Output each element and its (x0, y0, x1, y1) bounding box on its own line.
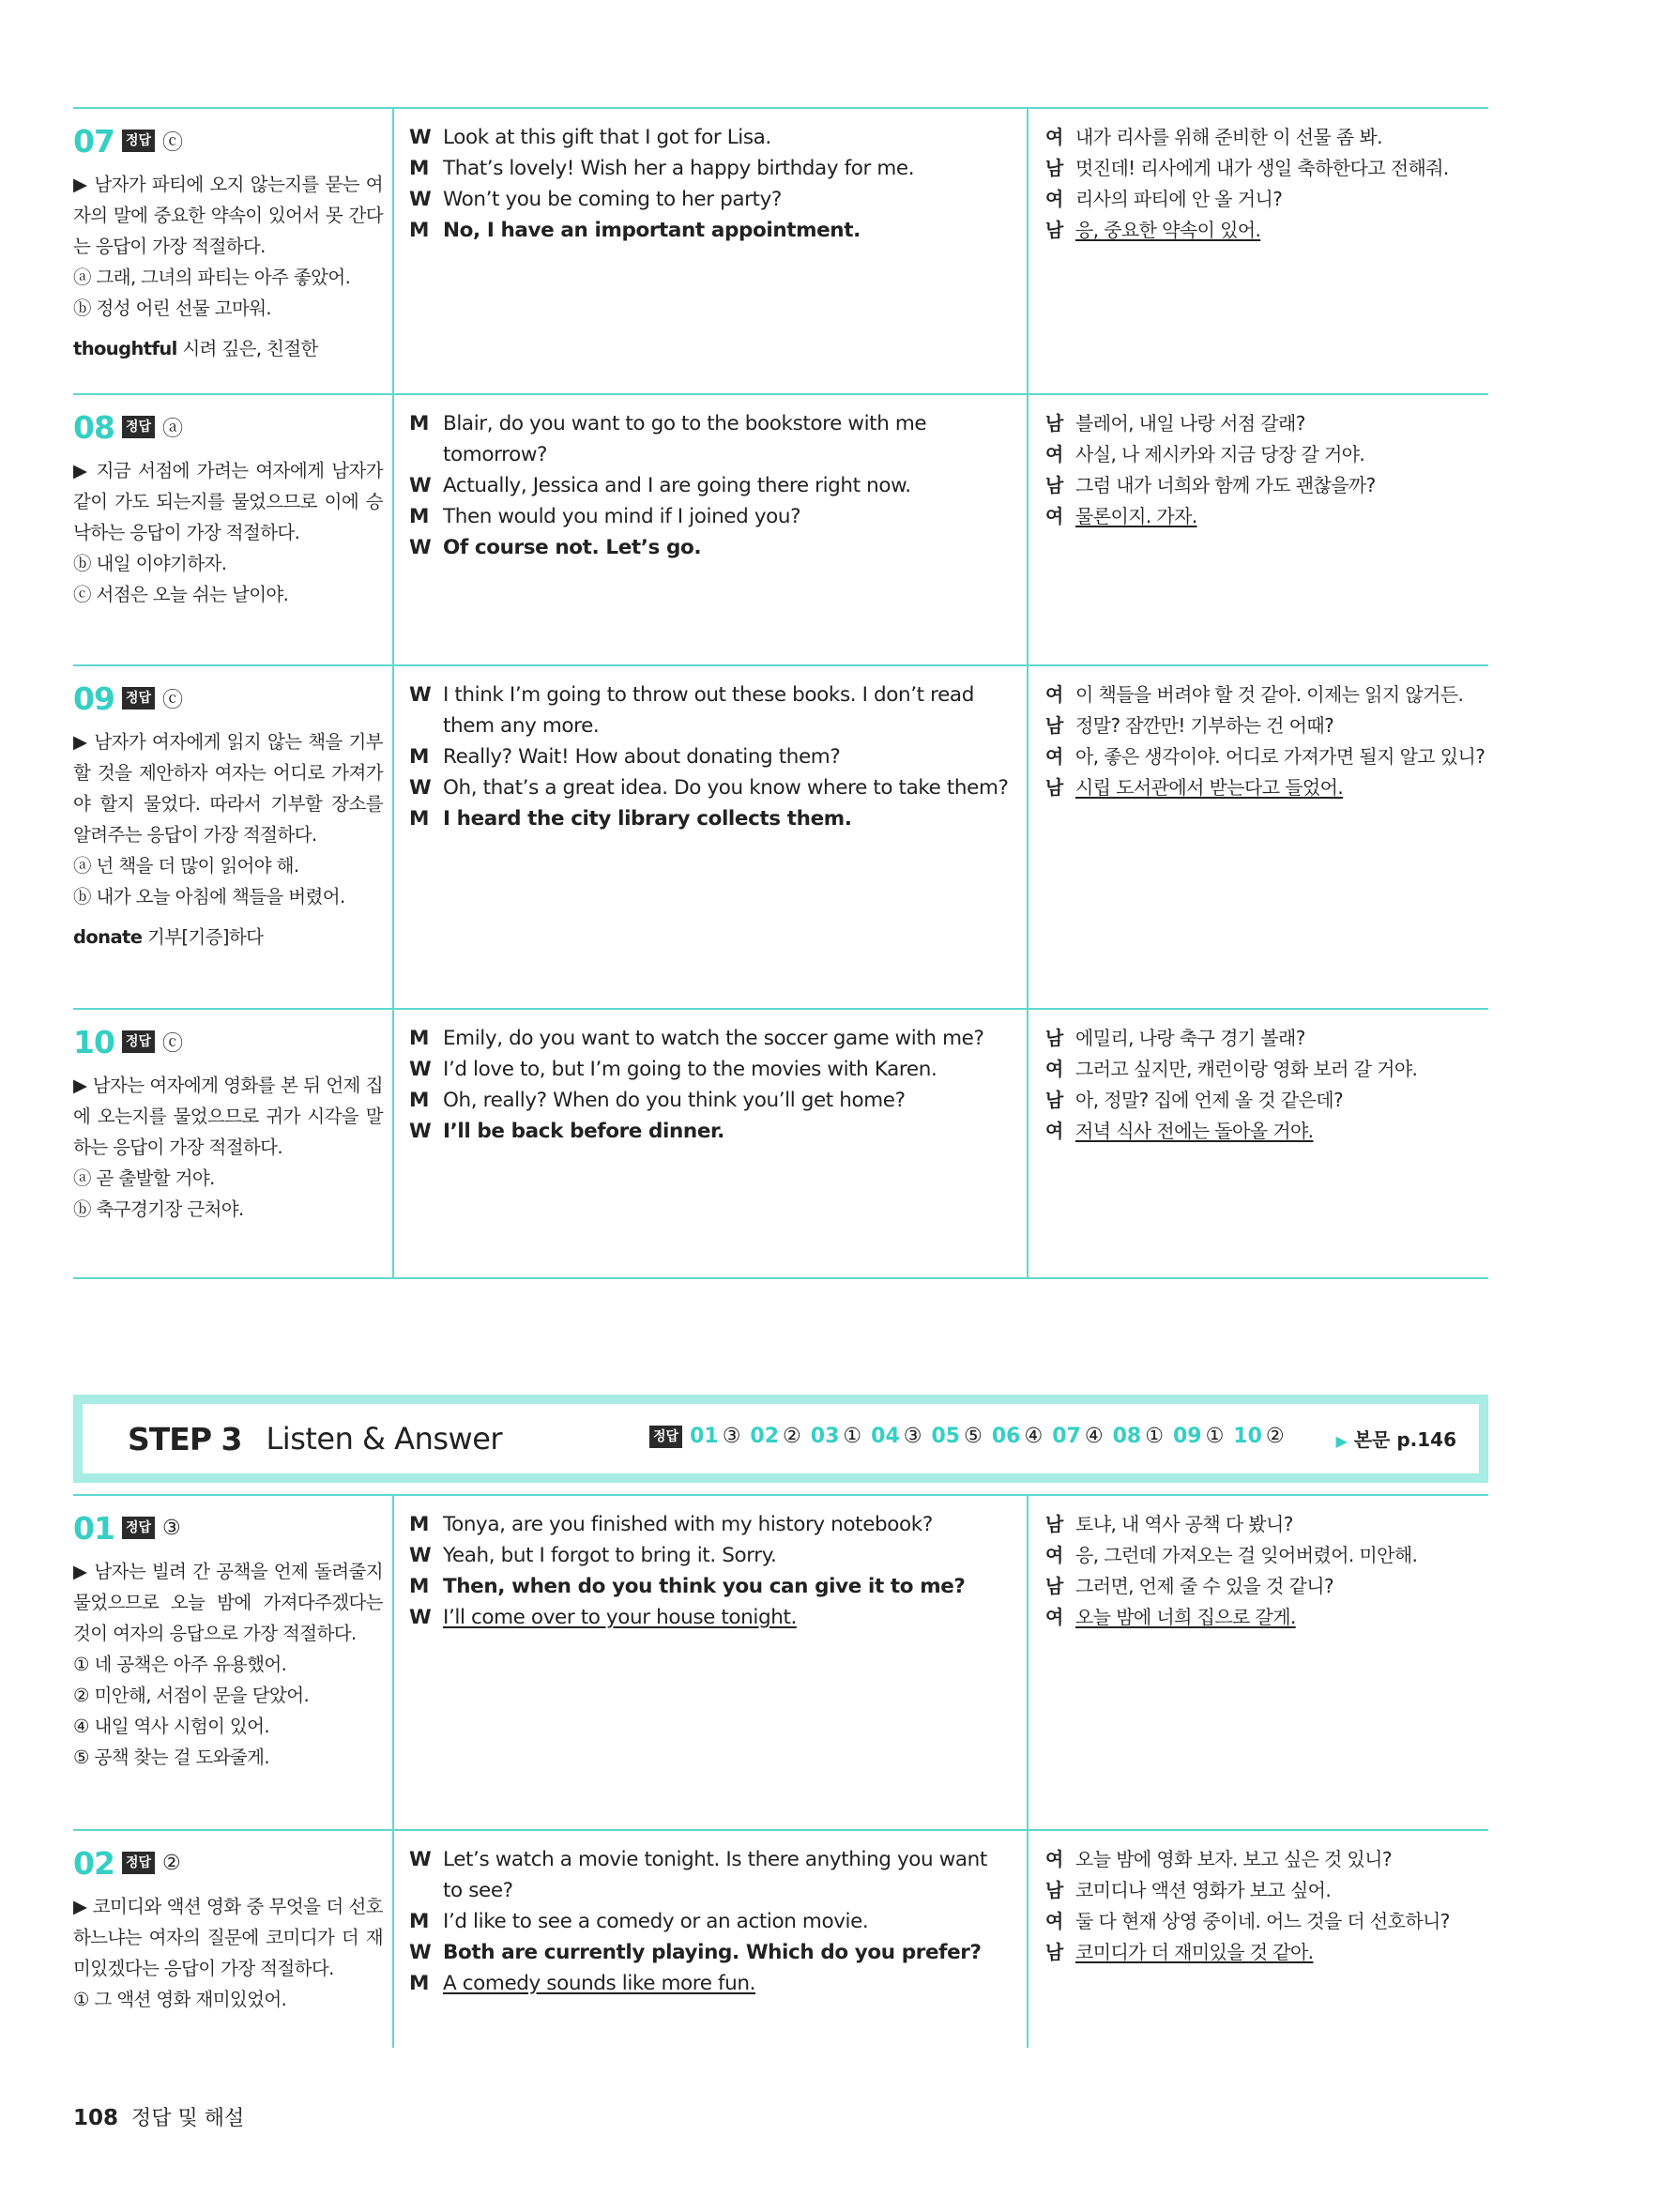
line-text: 그러면, 언제 줄 수 있을 것 같니? (1075, 1575, 1333, 1597)
key-value: ④ (1024, 1425, 1044, 1448)
line-text: Blair, do you want to go to the bookstore with me tomorrow? (443, 412, 927, 466)
line-text: 응, 그런데 가져오는 걸 잊어버렸어. 미안해. (1075, 1544, 1418, 1566)
dialogue-line (409, 1116, 1010, 1147)
explanation-text: ▶ 남자는 여자에게 영화를 본 뒤 언제 집에 오는지를 물었으므로 귀가 시각을 말하는 응답이 가장 적절하다. (73, 1075, 383, 1158)
vocab-word: donate (73, 926, 143, 948)
answer-badge: 정답 (122, 130, 155, 152)
key-value: ② (1265, 1425, 1285, 1448)
speaker: 남 (1045, 412, 1063, 435)
translation-line (1045, 772, 1486, 803)
explanation-column (73, 1496, 383, 1773)
question-number: 08 (73, 408, 114, 446)
dialogue-line (409, 1602, 1010, 1633)
line-text: Both are currently playing. Which do you prefer? (443, 1941, 982, 1964)
dialogue-line (409, 153, 1010, 184)
key-value: ⑤ (964, 1425, 983, 1448)
speaker: 여 (1045, 443, 1063, 465)
key-number: 04 (871, 1425, 900, 1448)
key-value: ① (843, 1425, 862, 1448)
ref-label: 본문 (1353, 1428, 1391, 1451)
key-number: 06 (991, 1425, 1021, 1448)
key-value: ② (783, 1425, 801, 1448)
explanation-column (73, 1831, 383, 2015)
option-text: ④ 내일 역사 시험이 있어. (73, 1716, 270, 1737)
line-text: 블레어, 내일 나랑 서점 갈래? (1075, 412, 1305, 435)
question-block (73, 395, 1488, 663)
dialogue-line (409, 1509, 1010, 1540)
question-number: 07 (73, 122, 114, 160)
dialogue-line (409, 1906, 1010, 1937)
speaker: M (409, 1910, 429, 1933)
option-text: ⓒ 서점은 오늘 쉬는 날이야. (73, 584, 289, 605)
triangle-icon: ▶ (1335, 1432, 1348, 1450)
line-text: Tonya, are you finished with my history notebook? (443, 1513, 933, 1536)
speaker: M (409, 219, 429, 242)
explanation-text: ▶ 지금 서점에 가려는 여자에게 남자가 같이 가도 되는지를 물었으므로 이에 승낙하는 응답이 가장 적절하다. (73, 460, 383, 543)
line-text: 그럼 내가 너희와 함께 가도 괜찮을까? (1075, 474, 1376, 496)
dialogue-line (409, 803, 1010, 834)
step3-banner (73, 1395, 1488, 1483)
speaker: W (409, 1606, 432, 1629)
speaker: 여 (1045, 683, 1063, 706)
dialogue-line (409, 1085, 1010, 1116)
explanation-text: ▶ 남자는 빌려 간 공책을 언제 돌려줄지 물었으므로 오늘 밤에 가져다주겠다는 것이 여자의 응답으로 가장 적절하다. (73, 1561, 383, 1644)
dialogue-line (409, 679, 1010, 741)
explanation-column (73, 395, 383, 610)
line-text: Really? Wait! How about donating them? (443, 745, 841, 769)
option-text: ⑤ 공책 찾는 걸 도와줄게. (73, 1747, 270, 1768)
key-number: 08 (1112, 1425, 1142, 1448)
line-text: I think I’m going to throw out these books. I don’t read them any more. (443, 683, 974, 738)
translation-line (1045, 215, 1486, 246)
translation-line (1045, 153, 1486, 184)
translation-column (1045, 1844, 1486, 1968)
ref-page: p.146 (1396, 1428, 1456, 1451)
dialogue-column (409, 408, 1010, 563)
dialogue-line (409, 1844, 1010, 1906)
speaker: 여 (1045, 1910, 1063, 1932)
question-block (73, 109, 1488, 390)
dialogue-line (409, 184, 1010, 215)
answer-line-text: I’ll come over to your house tonight. (443, 1606, 797, 1629)
speaker: M (409, 1513, 429, 1536)
option-text: ① 그 액션 영화 재미있었어. (73, 1989, 287, 2010)
translation-line (1045, 1054, 1486, 1085)
speaker: W (409, 126, 432, 149)
key-number: 01 (690, 1425, 719, 1448)
line-text: 둘 다 현재 상영 중이네. 어느 것을 더 선호하니? (1075, 1910, 1450, 1932)
option-text: ⓑ 정성 어린 선물 고마워. (73, 297, 272, 319)
page-footer (73, 2102, 244, 2131)
line-text: Look at this gift that I got for Lisa. (443, 126, 771, 149)
translation-line (1045, 408, 1486, 439)
speaker: 여 (1045, 1058, 1063, 1080)
dialogue-column (409, 1023, 1010, 1147)
answer-line-text: 물론이지. 가자. (1075, 505, 1197, 527)
answer-line-text: A comedy sounds like more fun. (443, 1972, 756, 1995)
speaker: W (409, 1058, 432, 1081)
dialogue-column (409, 1509, 1010, 1633)
line-text: 사실, 나 제시카와 지금 당장 갈 거야. (1075, 443, 1365, 465)
key-number: 07 (1052, 1425, 1081, 1448)
translation-line (1045, 501, 1486, 532)
translation-line (1045, 710, 1486, 741)
explanation-text: ▶ 남자가 여자에게 읽지 않는 책을 기부할 것을 제안하자 여자는 어디로 가져가야 할지 물었다. 따라서 기부할 장소를 알려주는 응답이 가장 적절하다. (73, 731, 383, 846)
line-text: 내가 리사를 위해 준비한 이 선물 좀 봐. (1075, 126, 1382, 148)
line-text: Oh, that’s a great idea. Do you know where to take them? (443, 776, 1009, 800)
key-number: 09 (1172, 1425, 1202, 1448)
vocab-meaning: 기부[기증]하다 (146, 926, 264, 948)
key-value: ① (1205, 1425, 1225, 1448)
explanation-text: ▶ 코미디와 액션 영화 중 무엇을 더 선호하느냐는 여자의 질문에 코미디가 더 재미있겠다는 응답이 가장 적절하다. (73, 1896, 383, 1979)
step-title: Listen & Answer (266, 1421, 503, 1457)
dialogue-line (409, 1540, 1010, 1571)
translation-line (1045, 184, 1486, 215)
speaker: M (409, 412, 429, 435)
key-number: 02 (750, 1425, 780, 1448)
dialogue-line (409, 772, 1010, 803)
speaker: 남 (1045, 714, 1063, 737)
explanation-column (73, 109, 383, 364)
option-text: ⓐ 곧 출발할 거야. (73, 1167, 215, 1189)
question-number: 01 (73, 1509, 114, 1547)
speaker: 남 (1045, 474, 1063, 496)
speaker: W (409, 1120, 432, 1143)
answer-line-text: I heard the city library collects them. (443, 807, 852, 831)
line-text: 코미디나 액션 영화가 보고 싶어. (1075, 1879, 1332, 1901)
footer-label: 정답 및 해설 (131, 2107, 245, 2130)
dialogue-line (409, 532, 1010, 563)
answer-badge: 정답 (122, 416, 155, 438)
line-text: 그러고 싶지만, 캐런이랑 영화 보러 갈 거야. (1075, 1058, 1418, 1080)
dialogue-line (409, 741, 1010, 772)
line-text: Oh, really? When do you think you’ll get home? (443, 1089, 906, 1112)
speaker: M (409, 157, 429, 180)
speaker: M (409, 1972, 429, 1995)
answer-line-text: 오늘 밤에 너희 집으로 갈게. (1075, 1606, 1296, 1628)
speaker: 남 (1045, 1941, 1063, 1963)
speaker: 여 (1045, 1848, 1063, 1870)
line-text: Then, when do you think you can give it to me? (443, 1575, 966, 1598)
answer-badge: 정답 (122, 687, 155, 709)
speaker: W (409, 776, 432, 800)
speaker: W (409, 188, 432, 211)
option-text: ⓑ 내일 이야기하자. (73, 553, 227, 574)
key-value: ③ (903, 1425, 922, 1448)
answer-value: ⓐ (162, 417, 184, 441)
line-text: Emily, do you want to watch the soccer game with me? (443, 1027, 984, 1050)
key-number: 03 (810, 1425, 840, 1448)
step-label: STEP 3 (128, 1420, 242, 1457)
speaker: 남 (1045, 157, 1063, 179)
answer-line-text: Of course not. Let’s go. (443, 536, 702, 559)
explanation-column (73, 666, 383, 953)
translation-line (1045, 1023, 1486, 1054)
speaker: 남 (1045, 1089, 1063, 1111)
answer-badge: 정답 (122, 1030, 155, 1053)
translation-line (1045, 679, 1486, 710)
speaker: 남 (1045, 1575, 1063, 1597)
key-value: ① (1145, 1425, 1164, 1448)
question-block (73, 1831, 1488, 2048)
line-text: Actually, Jessica and I are going there right now. (443, 474, 911, 497)
translation-line (1045, 1116, 1486, 1147)
dialogue-line (409, 1937, 1010, 1968)
dialogue-column (409, 1844, 1010, 1999)
line-text: I’d like to see a comedy or an action movie. (443, 1910, 869, 1933)
dialogue-line (409, 1968, 1010, 1999)
translation-column (1045, 1509, 1486, 1633)
answer-value: ⓒ (162, 688, 184, 712)
line-text: 토냐, 내 역사 공책 다 봤니? (1075, 1513, 1293, 1535)
dialogue-line (409, 1023, 1010, 1054)
translation-column (1045, 408, 1486, 532)
speaker: 여 (1045, 1606, 1063, 1628)
speaker: 남 (1045, 219, 1063, 241)
dialogue-line (409, 1054, 1010, 1085)
question-block (73, 1010, 1488, 1275)
speaker: 여 (1045, 188, 1063, 210)
page-reference (1335, 1425, 1456, 1452)
line-text: 리사의 파티에 안 올 거니? (1075, 188, 1283, 210)
page-number: 108 (73, 2106, 119, 2130)
speaker: M (409, 1027, 429, 1050)
question-number: 09 (73, 679, 114, 717)
line-text: Yeah, but I forgot to bring it. Sorry. (443, 1544, 777, 1567)
translation-column (1045, 122, 1486, 246)
line-text: I’d love to, but I’m going to the movies with Karen. (443, 1058, 937, 1081)
translation-line (1045, 1571, 1486, 1602)
dialogue-line (409, 470, 1010, 501)
dialogue-line (409, 122, 1010, 153)
line-text: Then would you mind if I joined you? (443, 505, 801, 528)
rule-divider (73, 1277, 1488, 1279)
option-text: ⓐ 그래, 그녀의 파티는 아주 좋았어. (73, 267, 351, 288)
translation-line (1045, 122, 1486, 153)
dialogue-line (409, 501, 1010, 532)
vocab-word: thoughtful (73, 338, 177, 359)
translation-line (1045, 470, 1486, 501)
speaker: 남 (1045, 1513, 1063, 1535)
answer-value: ⓒ (162, 1031, 184, 1056)
line-text: 이 책들을 버려야 할 것 같아. 이제는 읽지 않거든. (1075, 683, 1464, 706)
translation-column (1045, 1023, 1486, 1147)
speaker: M (409, 1089, 429, 1112)
translation-line (1045, 1875, 1486, 1906)
translation-line (1045, 1844, 1486, 1875)
vocab-meaning: 시려 깊은, 친절한 (182, 338, 318, 359)
key-value: ③ (722, 1425, 741, 1448)
speaker: W (409, 683, 432, 707)
translation-line (1045, 1540, 1486, 1571)
answer-line-text: 시립 도서관에서 받는다고 들었어. (1075, 776, 1344, 799)
dialogue-line (409, 408, 1010, 470)
option-text: ⓐ 넌 책을 더 많이 읽어야 해. (73, 855, 299, 877)
speaker: 여 (1045, 505, 1063, 527)
answer-badge: 정답 (122, 1517, 155, 1539)
answer-badge: 정답 (649, 1426, 682, 1448)
line-text: 오늘 밤에 영화 보자. 보고 싶은 것 있니? (1075, 1848, 1392, 1870)
dialogue-line (409, 215, 1010, 246)
translation-line (1045, 741, 1486, 772)
question-block (73, 666, 1488, 1006)
line-text: That’s lovely! Wish her a happy birthday for me. (443, 157, 915, 180)
speaker: 남 (1045, 776, 1063, 799)
dialogue-column (409, 122, 1010, 246)
line-text: 정말? 잠깐만! 기부하는 건 어때? (1075, 714, 1334, 737)
answer-line-text: No, I have an important appointment. (443, 219, 861, 242)
step3-banner-inner (83, 1404, 1479, 1473)
vocab-entry (73, 333, 383, 364)
option-text: ⓑ 내가 오늘 아침에 책들을 버렸어. (73, 886, 345, 908)
translation-line (1045, 1085, 1486, 1116)
option-text: ① 네 공책은 아주 유용했어. (73, 1654, 287, 1675)
line-text: 아, 정말? 집에 언제 올 것 같은데? (1075, 1089, 1343, 1111)
answer-badge: 정답 (122, 1852, 155, 1874)
vocab-entry (73, 922, 383, 953)
answer-value: ⓒ (162, 130, 184, 155)
option-text: ⓑ 축구경기장 근처야. (73, 1198, 244, 1220)
translation-line (1045, 1937, 1486, 1968)
explanation-text: ▶ 남자가 파티에 오지 않는지를 묻는 여자의 말에 중요한 약속이 있어서 못 간다는 응답이 가장 적절하다. (73, 174, 383, 257)
explanation-column (73, 1010, 383, 1225)
key-number: 05 (931, 1425, 961, 1448)
line-text: Let’s watch a movie tonight. Is there anything you want to see? (443, 1848, 987, 1902)
line-text: 에밀리, 나랑 축구 경기 볼래? (1075, 1027, 1305, 1049)
speaker: 남 (1045, 1027, 1063, 1049)
line-text: 아, 좋은 생각이야. 어디로 가져가면 될지 알고 있니? (1075, 745, 1486, 768)
line-text: 멋진데! 리사에게 내가 생일 축하한다고 전해줘. (1075, 157, 1449, 179)
key-number: 10 (1233, 1425, 1262, 1448)
answer-value: ③ (162, 1516, 181, 1540)
translation-column (1045, 679, 1486, 803)
translation-line (1045, 439, 1486, 470)
speaker: W (409, 1941, 432, 1964)
speaker: M (409, 807, 429, 831)
speaker: 여 (1045, 1544, 1063, 1566)
speaker: W (409, 1848, 432, 1871)
question-block (73, 1496, 1488, 1827)
answer-value: ② (162, 1851, 181, 1875)
answer-line-text: 저녁 식사 전에는 돌아올 거야. (1075, 1120, 1314, 1142)
dialogue-line (409, 1571, 1010, 1602)
dialogue-column (409, 679, 1010, 834)
speaker: 여 (1045, 126, 1063, 148)
speaker: 여 (1045, 1120, 1063, 1142)
answer-line-text: 코미디가 더 재미있을 것 같아. (1075, 1941, 1314, 1963)
speaker: M (409, 505, 429, 528)
answer-key-list (649, 1425, 1290, 1448)
speaker: M (409, 1575, 429, 1598)
translation-line (1045, 1509, 1486, 1540)
line-text: Won’t you be coming to her party? (443, 188, 782, 211)
question-number: 10 (73, 1023, 114, 1060)
answer-line-text: 응, 중요한 약속이 있어. (1075, 219, 1261, 241)
speaker: 남 (1045, 1879, 1063, 1901)
answer-line-text: I’ll be back before dinner. (443, 1120, 724, 1143)
speaker: W (409, 1544, 432, 1567)
speaker: W (409, 474, 432, 497)
option-text: ② 미안해, 서점이 문을 닫았어. (73, 1685, 310, 1706)
speaker: M (409, 745, 429, 769)
speaker: W (409, 536, 432, 559)
translation-line (1045, 1602, 1486, 1633)
question-number: 02 (73, 1844, 114, 1882)
speaker: 여 (1045, 745, 1063, 768)
key-value: ④ (1084, 1425, 1104, 1448)
translation-line (1045, 1906, 1486, 1937)
